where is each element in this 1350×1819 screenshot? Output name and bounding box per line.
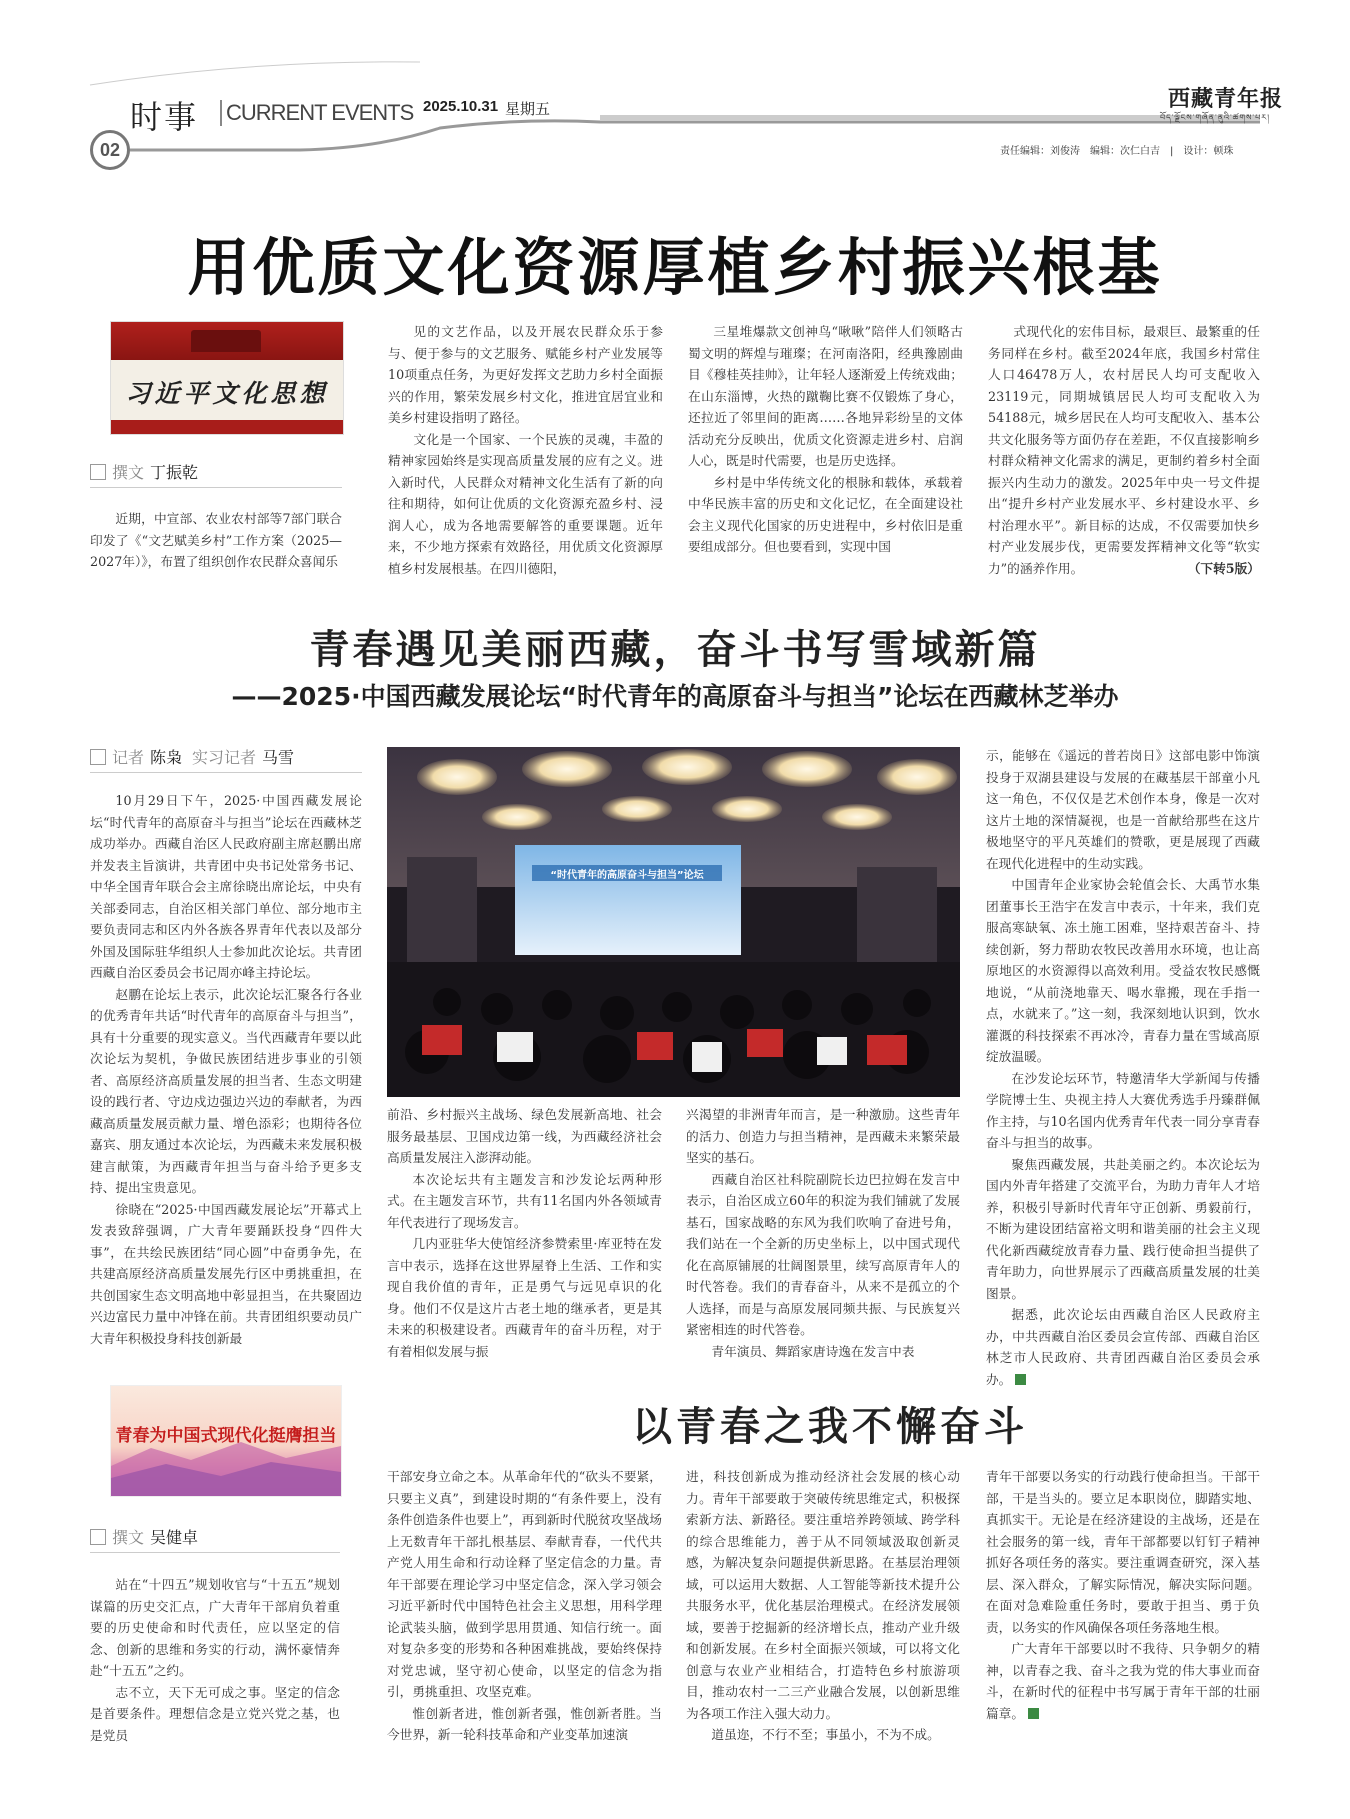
article3-column-3 (686, 1466, 960, 1780)
paragraph: 前沿、乡村振兴主战场、绿色发展新高地、社会服务最基层、卫国戍边第一线，为西藏经济社会高质量发展注入澎湃动能。 (387, 1107, 662, 1165)
paragraph: 干部安身立命之本。从革命年代的“砍头不要紧，只要主义真”，到建设时期的“有条件要上，没有条件创造条件也要上”，再到新时代脱贫攻坚战场上无数青年干部扎根基层、奉献青春，一代代共产党人用生命和行动诠释了坚定信念的力量。青年干部要在理论学习中坚定信念，深入学习领会习近平新时代中国特色社会主义思想，用科学理论武装头脑，做到学思用贯通、知信行统一。面对复杂多变的形势和各种困难挑战，要始终保持对党忠诚，坚守初心使命，以坚定的信念为指引，勇挑重担、攻坚克难。 (387, 1469, 662, 1699)
article2-column-4 (986, 745, 1260, 1387)
paragraph: 见的文艺作品，以及开展农民群众乐于参与、便于参与的文艺服务、赋能乡村产业发展等10项重点任务，为更好发挥文艺助力乡村全面振兴的作用，繁荣发展乡村文化，推进宜居宜业和美乡村建设指明了路径。 (388, 324, 663, 425)
paragraph: 文化是一个国家、一个民族的灵魂，丰盈的精神家园始终是实现高质量发展的应有之义。进入新时代，人民群众对精神文化生活有了新的向往和期待，如何让优质的文化资源充盈乡村、浸润人心，成为各地需要解答的重要课题。近年来，不少地方探索有效路径，用优质文化资源厚植乡村发展根基。在四川德阳， (388, 431, 663, 576)
paragraph: 青年演员、舞蹈家唐诗逸在发言中表 (711, 1343, 915, 1359)
byline-label: 撰文 (112, 463, 145, 482)
paragraph (988, 321, 1260, 579)
paragraph: 三星堆爆款文创神鸟“啾啾”陪伴人们领略古蜀文明的辉煌与璀璨；在河南洛阳，经典豫剧曲目《穆桂英挂帅》，让年轻人逐渐爱上传统戏曲；在山东淄博，火热的蹴鞠比赛不仅锻炼了身心，还拉近了邻里间的距离……各地异彩纷呈的文体活动充分反映出，优质文化资源走进乡村、启润人心，既是时代需要，也是历史选择。 (688, 324, 963, 468)
end-mark-icon (1028, 1708, 1039, 1719)
paragraph: 志不立，天下无可成之事。坚定的信念是首要条件。理想信念是立党兴党之基，也是党员 (90, 1684, 340, 1743)
section-name-english: CURRENT EVENTS (220, 100, 413, 126)
issue-date: 2025.10.31 (423, 98, 499, 115)
issue-weekday: 星期五 (505, 100, 551, 118)
author-name: 陈枭 (150, 748, 183, 767)
paragraph: 聚焦西藏发展，共赴美丽之约。本次论坛为国内外青年搭建了交流平台，为助力青年人才培养，积极引导新时代青年守正创新、勇毅前行，不断为建设团结富裕文明和谐美丽的社会主义现代化新西藏绽放青春力量、践行使命担当提供了青年助力，向世界展示了西藏高质量发展的壮美图景。 (986, 1156, 1260, 1301)
newspaper-logo: 西藏青年报 (1168, 86, 1284, 112)
paragraph: 兴渴望的非洲青年而言，是一种激励。这些青年的活力、创造力与担当精神，是西藏未来繁荣最坚实的基石。 (686, 1107, 960, 1165)
paragraph: 青年干部要以务实的行动践行使命担当。干部干部，干是当头的。要立足本职岗位，脚踏实地、真抓实干。无论是在经济建设的主战场，还是在社会服务的第一线，青年干部都要以钉钉子精神抓好各项任务的落实。要注重调查研究，深入基层、深入群众，了解实际情况，解决实际问题。在面对急难险重任务时，要敢于担当、勇于负责，以务实的作风确保各项任务落地生根。 (986, 1469, 1260, 1635)
byline-label: 实习记者 (192, 748, 257, 767)
paragraph: 在沙发论坛环节，特邀清华大学新闻与传播学院博士生、央视主持人大赛优秀选手丹臻群佩作主持，与10名国内优秀青年代表一同分享青春奋斗与担当的故事。 (986, 1070, 1260, 1150)
paragraph: 本次论坛共有主题发言和沙发论坛两种形式。在主题发言环节，共有11名国内外各领域青年代表进行了现场发言。 (387, 1171, 662, 1230)
header (0, 0, 1350, 160)
paragraph-text: 广大青年干部要以时不我待、只争朝夕的精神，以青春之我、奋斗之我为党的伟大事业而奋斗，在新时代的征程中书写属于青年干部的壮丽篇章。 (986, 1641, 1260, 1721)
article2-title: 青春遇见美丽西藏，奋斗书写雪域新篇 (309, 627, 1041, 673)
column-badge-youth (110, 1385, 342, 1497)
paragraph (986, 1304, 1260, 1390)
paragraph: 10月29日下午，2025·中国西藏发展论坛“时代青年的高原奋斗与担当”论坛在西藏林芝成功举办。西藏自治区人民政府副主席赵鹏出席并发表主旨演讲，共青团中央书记处常务书记、中华全国青年联合会主席徐晓出席论坛，中央有关部委同志，自治区相关部门单位、部分地市主要负责同志和区内外各族各界青年代表以及部分外国及国际驻华组织人士参加此次论坛。共青团西藏自治区委员会书记周亦峰主持论坛。 (90, 793, 362, 980)
section-name: 时事 (130, 98, 199, 136)
paragraph: 站在“十四五”规划收官与“十五五”规划谋篇的历史交汇点，广大青年干部肩负着重要的历史使命和时代责任，应以坚定的信念、创新的思维和务实的行动，满怀豪情奔赴“十五五”之约。 (90, 1577, 340, 1678)
photo-screen-banner: “时代青年的高原奋斗与担当”论坛 (550, 870, 704, 881)
article2-subtitle: ——2025·中国西藏发展论坛“时代青年的高原奋斗与担当”论坛在西藏林芝举办 (231, 682, 1119, 711)
paragraph: 道虽迩，不行不至；事虽小，不为不成。 (711, 1727, 940, 1742)
article1-title: 用优质文化资源厚植乡村振兴根基 (187, 231, 1163, 304)
article3-title: 以青春之我不懈奋斗 (632, 1404, 1028, 1450)
editor-credits: 责任编辑：刘俊涛 编辑：次仁白吉 | 设计：顿珠 (1000, 146, 1234, 157)
column-badge-xi-culture (110, 321, 344, 435)
byline-label: 记者 (112, 748, 145, 767)
continued-note: （下转5版） (1187, 560, 1260, 576)
header-swoosh (0, 0, 1350, 160)
badge-text: 青春为中国式现代化挺膺担当 (115, 1426, 337, 1446)
paragraph: 赵鹏在论坛上表示，此次论坛汇聚各行各业的优秀青年共话“时代青年的高原奋斗与担当”，具有十分重要的现实意义。当代西藏青年要以此次论坛为契机，争做民族团结进步事业的引领者、高原经济高质量发展的担当者、生态文明建设的践行者、守边戍边强边兴边的奉献者，为西藏高质量发展贡献力量、增色添彩；也期待各位嘉宾、朋友通过本次论坛，为西藏未来发展积极建言献策，为西藏青年担当与奋斗给予更多支持、提出宝贵意见。 (90, 986, 362, 1195)
article3-byline (90, 1525, 340, 1553)
article2-column-3 (686, 1104, 960, 1366)
paragraph: 示，能够在《遥远的普若岗日》这部电影中饰演投身于双湖县建设与发展的在藏基层干部童小凡这一角色，不仅仅是艺术创作本身，像是一次对这片土地的深情凝视，也是一首献给那些在这片极地坚守的平凡英雄们的赞歌，更是展现了西藏在现代化进程中的生动实践。 (986, 748, 1260, 871)
forum-venue-photo (387, 747, 960, 1097)
article3-column-4 (986, 1466, 1260, 1780)
pen-icon (90, 464, 106, 480)
paragraph: 近期，中宣部、农业农村部等7部门联合印发了《“文艺赋美乡村”工作方案（2025—2027年）》，布置了组织创作农民群众喜闻乐 (90, 511, 342, 569)
author-name: 马雪 (262, 748, 295, 767)
article1-column-2 (388, 321, 663, 581)
article1-column-4 (988, 321, 1260, 581)
article2-column-2 (387, 1104, 662, 1366)
badge-text: 习近平文化思想 (125, 379, 329, 408)
pen-icon (90, 1529, 106, 1545)
paragraph: 乡村是中华传统文化的根脉和载体，承载着中华民族丰富的历史和文化记忆，在全面建设社会主义现代化国家的历史进程中，乡村依旧是重要组成部分。但也要看到，实现中国 (688, 474, 963, 554)
author-name: 吴健卓 (150, 1528, 199, 1547)
paragraph: 几内亚驻华大使馆经济参赞索里·库亚特在发言中表示，选择在这世界屋脊上生活、工作和实现自我价值的青年，正是勇气与远见卓识的化身。他们不仅是这片古老土地的继承者，更是其未来的积极建设者。西藏青年的奋斗历程，对于有着相似发展与振 (387, 1236, 662, 1359)
page-number: 02 (90, 130, 130, 170)
paragraph: 徐晓在“2025·中国西藏发展论坛”开幕式上发表致辞强调，广大青年要踊跃投身“四件大事”，在共绘民族团结“同心圆”中奋勇争先，在共建高原经济高质量发展先行区中勇挑重担，在共创国家生态文明高地中彰显担当，在共聚固边兴边富民力量中冲锋在前。共青团组织要动员广大青年积极投身科技创新最 (90, 1201, 362, 1346)
article1-column-1 (90, 508, 342, 580)
author-name: 丁振乾 (150, 463, 199, 482)
article1-column-3 (688, 321, 963, 581)
badge-gate-decoration (111, 322, 343, 360)
paragraph: 西藏自治区社科院副院长边巴拉姆在发言中表示，自治区成立60年的积淀为我们铺就了发展基石，国家战略的东风为我们吹响了奋进号角，我们站在一个全新的历史坐标上，以中国式现代化在高原铺展的壮阔图景里，续写高原青年人的时代答卷。我们的青春奋斗，从来不是孤立的个人选择，而是与高原发展同频共振、与民族复兴紧密相连的时代答卷。 (686, 1171, 960, 1337)
byline-label: 撰文 (112, 1528, 145, 1547)
paragraph-text: 式现代化的宏伟目标，最艰巨、最繁重的任务同样在乡村。截至2024年底，我国乡村常住人口46478万人，农村居民人均可支配收入23119元，同期城镇居民人均可支配收入为54188元，城乡居民在人均可支配收入、基本公共文化服务等方面仍存在差距，不仅直接影响乡村群众精神文化需求的满足，更制约着乡村全面振兴内生动力的激发。2025年中央一号文件提出“提升乡村产业发展水平、乡村建设水平、乡村治理水平”。新目标的达成，不仅需要加快乡村产业发展步伐，更需要发挥精神文化等“软实力”的涵养作用。 (988, 324, 1260, 576)
article1-byline (90, 460, 342, 488)
article3-column-1 (90, 1574, 340, 1779)
paragraph-text: 据悉，此次论坛由西藏自治区人民政府主办，中共西藏自治区委员会宣传部、西藏自治区林芝市人民政府、共青团西藏自治区委员会承办。 (986, 1307, 1260, 1387)
paragraph: 惟创新者进，惟创新者强，惟创新者胜。当今世界，新一轮科技革命和产业变革加速演 (387, 1705, 662, 1742)
article2-byline (90, 745, 362, 773)
paragraph (986, 1638, 1260, 1724)
article3-column-2 (387, 1466, 662, 1780)
badge-bottom-band (111, 420, 343, 434)
article2-column-1 (90, 790, 362, 1365)
newspaper-logo-tibetan: བོད་ལྗོངས་གཞོན་ནུའི་ཚགས་པར། (1160, 113, 1270, 122)
paragraph: 中国青年企业家协会轮值会长、大禹节水集团董事长王浩宇在发言中表示，十年来，我们克服高寒缺氧、冻土施工困难，坚持艰苦奋斗、持续创新，努力帮助农牧民改善用水环境，也让高原地区的水资源得以高效利用。受益农牧民感慨地说，“从前浇地靠天、喝水靠搬，现在手指一点，水就来了。”这一刻，我深刻地认识到，饮水灌溉的科技探索不再冰冷，青春力量在雪域高原绽放温暖。 (986, 877, 1260, 1064)
end-mark-icon (1015, 1374, 1026, 1385)
paragraph: 进，科技创新成为推动经济社会发展的核心动力。青年干部要敢于突破传统思维定式，积极探索新方法、新路径。要注重培养跨领域、跨学科的综合思维能力，善于从不同领域汲取创新灵感，为解决复杂问题提供新思路。在基层治理领域，可以运用大数据、人工智能等新技术提升公共服务水平，优化基层治理模式。在经济发展领域，要善于挖掘新的经济增长点，推动产业升级和创新发展。在乡村全面振兴领域，可以将文化创意与农业产业相结合，打造特色乡村旅游项目，推动农村一二三产业融合发展，以创新思维为各项工作注入强大动力。 (686, 1469, 960, 1721)
pen-icon (90, 749, 106, 765)
